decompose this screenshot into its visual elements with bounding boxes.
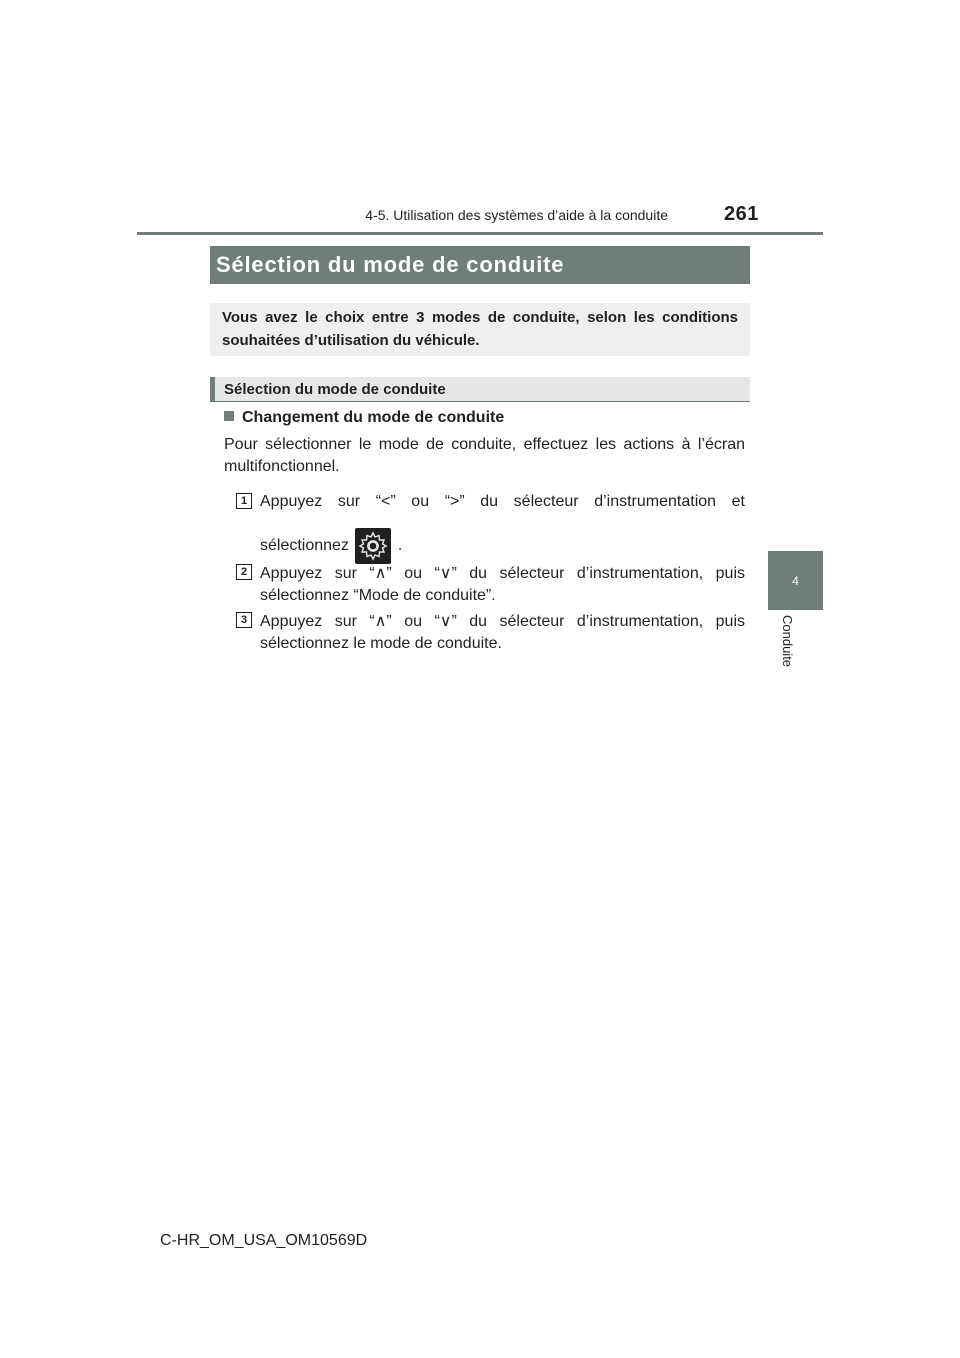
subsection-heading [210,377,750,402]
page-title-text: Sélection du mode de conduite [216,252,565,277]
step-1 [260,491,745,565]
step-number-3: 3 [236,612,252,628]
step-1-period: . [397,537,403,554]
header-section-title: 4-5. Utilisation des systèmes d’aide à la conduite [365,207,668,223]
step-1-select-label: sélectionnez [260,537,349,554]
step-3: Appuyez sur “∧” ou “∨” du sélecteur d’instrumentation, puis sélectionnez le mode de conduite. [260,613,745,652]
step-number-2: 2 [236,564,252,580]
step-1-line-1: Appuyez sur “<” ou “>” du sélecteur d’instrumentation et [260,493,745,510]
bullet-heading-text: Changement du mode de conduite [242,409,505,426]
header-divider [137,232,823,235]
gear-icon [355,528,391,564]
page-number: 261 [724,203,759,225]
intro-text: Vous avez le choix entre 3 modes de conduite, selon les conditions souhaitées d’utilisation du véhicule. [222,309,738,349]
chapter-tab [768,551,823,610]
step-1-line-2 [260,527,745,565]
square-bullet-icon [224,411,234,421]
step-2: Appuyez sur “∧” ou “∨” du sélecteur d’instrumentation, puis sélectionnez “Mode de conduite”. [260,565,745,604]
step-number-1: 1 [236,493,252,509]
footer-document-code: C-HR_OM_USA_OM10569D [160,1232,368,1249]
intro-summary [210,303,750,356]
chapter-title: Conduite [780,615,795,668]
bullet-heading [224,409,504,427]
chapter-number: 4 [792,573,799,588]
page-title [210,246,750,284]
subsection-heading-text: Sélection du mode de conduite [224,381,446,398]
body-paragraph: Pour sélectionner le mode de conduite, effectuez les actions à l’écran multifonctionnel. [224,436,745,475]
